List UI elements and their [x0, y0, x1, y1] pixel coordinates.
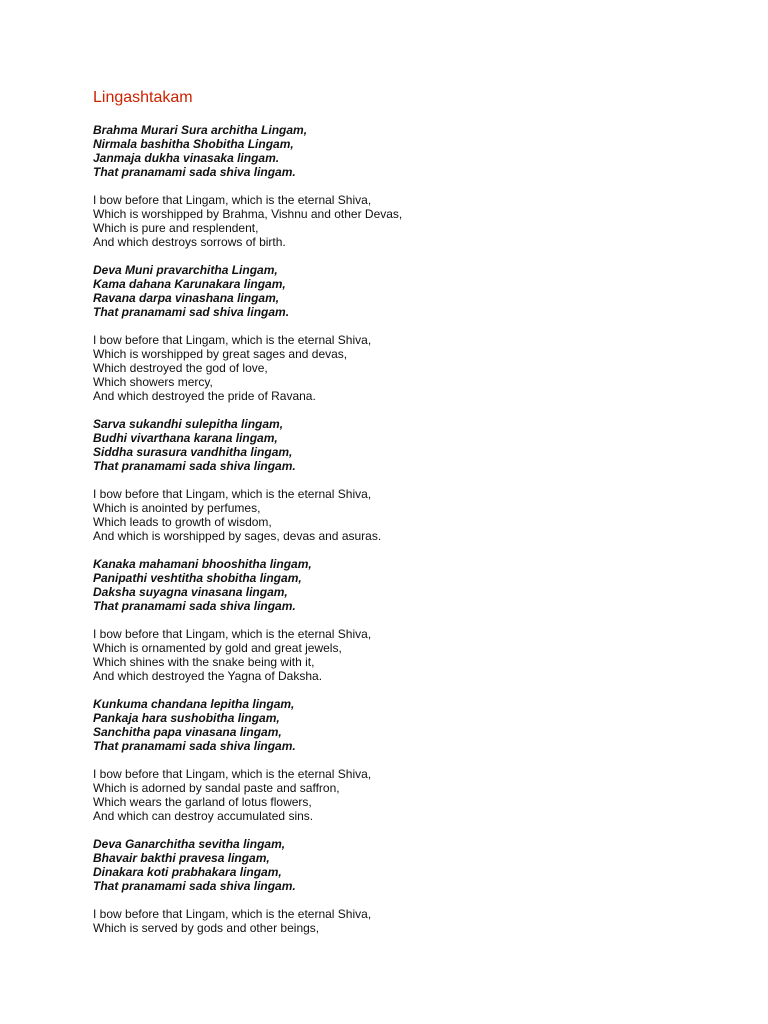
verse-line: That pranamami sad shiva lingam.: [93, 305, 290, 319]
document-title: Lingashtakam: [93, 89, 193, 106]
translation-line: I bow before that Lingam, which is the eternal Shiva,: [93, 487, 372, 501]
verse-line: That pranamami sada shiva lingam.: [93, 739, 296, 753]
verse-line: That pranamami sada shiva lingam.: [93, 165, 296, 179]
verse-line: Siddha surasura vandhitha lingam,: [93, 445, 293, 459]
verse-stanza-6: [93, 837, 713, 893]
verse-line: Deva Ganarchitha sevitha lingam,: [93, 837, 286, 851]
translation-line: Which is ornamented by gold and great jewels,: [93, 641, 342, 655]
translation-line: And which destroys sorrows of birth.: [93, 235, 286, 249]
verse-stanza-3: [93, 417, 713, 473]
verse-line: Bhavair bakthi pravesa lingam,: [93, 851, 270, 865]
verse-line: Nirmala bashitha Shobitha Lingam,: [93, 137, 294, 151]
translation-line: Which is worshipped by great sages and devas,: [93, 347, 348, 361]
verse-line: Kanaka mahamani bhooshitha lingam,: [93, 557, 312, 571]
translation-stanza-1: [93, 193, 713, 249]
verse-line: Kama dahana Karunakara lingam,: [93, 277, 286, 291]
verse-line: That pranamami sada shiva lingam.: [93, 599, 296, 613]
translation-line: I bow before that Lingam, which is the eternal Shiva,: [93, 627, 372, 641]
verse-stanza-1: [93, 123, 713, 179]
verse-stanza-2: [93, 263, 713, 319]
translation-stanza-4: [93, 627, 713, 683]
verse-line: Ravana darpa vinashana lingam,: [93, 291, 280, 305]
verse-line: Panipathi veshtitha shobitha lingam,: [93, 571, 302, 585]
verse-line: Dinakara koti prabhakara lingam,: [93, 865, 282, 879]
document-content: [93, 88, 713, 935]
translation-line: Which is worshipped by Brahma, Vishnu and other Devas,: [93, 207, 403, 221]
translation-line: Which is adorned by sandal paste and saffron,: [93, 781, 340, 795]
verse-stanza-4: [93, 557, 713, 613]
translation-line: Which is served by gods and other beings,: [93, 921, 320, 935]
verse-line: Sarva sukandhi sulepitha lingam,: [93, 417, 284, 431]
verse-line: That pranamami sada shiva lingam.: [93, 459, 296, 473]
translation-line: Which is pure and resplendent,: [93, 221, 259, 235]
translation-stanza-2: [93, 333, 713, 403]
translation-line: I bow before that Lingam, which is the eternal Shiva,: [93, 333, 372, 347]
translation-line: Which is anointed by perfumes,: [93, 501, 261, 515]
verse-line: Brahma Murari Sura architha Lingam,: [93, 123, 308, 137]
translation-line: Which leads to growth of wisdom,: [93, 515, 272, 529]
verse-line: Deva Muni pravarchitha Lingam,: [93, 263, 278, 277]
verse-line: Daksha suyagna vinasana lingam,: [93, 585, 288, 599]
verse-line: Pankaja hara sushobitha lingam,: [93, 711, 280, 725]
translation-line: And which is worshipped by sages, devas and asuras.: [93, 529, 382, 543]
translation-line: And which can destroy accumulated sins.: [93, 809, 314, 823]
verse-line: Budhi vivarthana karana lingam,: [93, 431, 278, 445]
translation-line: And which destroyed the Yagna of Daksha.: [93, 669, 323, 683]
translation-line: Which wears the garland of lotus flowers,: [93, 795, 312, 809]
translation-line: I bow before that Lingam, which is the eternal Shiva,: [93, 193, 372, 207]
translation-line: I bow before that Lingam, which is the eternal Shiva,: [93, 767, 372, 781]
translation-line: And which destroyed the pride of Ravana.: [93, 389, 316, 403]
translation-stanza-6: [93, 907, 713, 935]
translation-line: Which showers mercy,: [93, 375, 213, 389]
verse-line: Janmaja dukha vinasaka lingam.: [93, 151, 280, 165]
verse-line: Sanchitha papa vinasana lingam,: [93, 725, 282, 739]
translation-stanza-3: [93, 487, 713, 543]
verse-stanza-5: [93, 697, 713, 753]
verse-line: That pranamami sada shiva lingam.: [93, 879, 296, 893]
translation-line: Which destroyed the god of love,: [93, 361, 268, 375]
translation-line: I bow before that Lingam, which is the eternal Shiva,: [93, 907, 372, 921]
translation-line: Which shines with the snake being with it,: [93, 655, 315, 669]
translation-stanza-5: [93, 767, 713, 823]
verse-line: Kunkuma chandana lepitha lingam,: [93, 697, 295, 711]
